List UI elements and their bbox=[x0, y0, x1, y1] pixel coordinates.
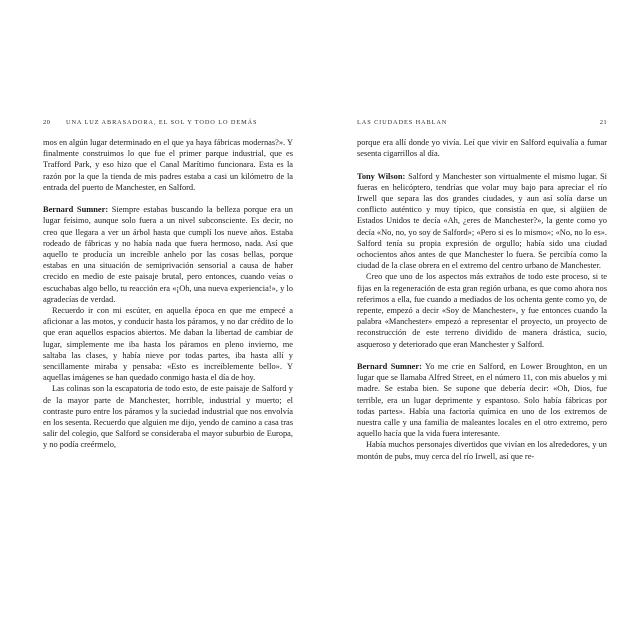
paragraph bbox=[357, 137, 607, 159]
paragraph bbox=[43, 137, 293, 193]
paragraph-text: mos en algún lugar determinado en el que ya haya fábricas modernas?». Y finalmente construimos lo que fue el primer parque industrial, que es Trafford Park, y eso hizo que el Canal Marítimo funcionara. Esta es la razón por la que la tienda de mis padres estaba a casi un kilómetro de la entrada del puerto de Manchester, en Salford. bbox=[43, 138, 293, 192]
left-running-head bbox=[43, 119, 293, 129]
paragraph-text: Las colinas son la escapatoria de todo esto, de este paisaje de Salford y de la mayor parte de Manchester, horrible, industrial y muerto; el contraste puro entre los páramos y la suciedad industrial que nos envolvía en los sesenta. Recuerdo que alguien me dijo, yendo de camino a casa tras salir del colegio, que Salford se consideraba el mayor suburbio de Europa, y no podía creérmelo, bbox=[43, 384, 293, 450]
right-page bbox=[357, 0, 607, 640]
left-page-text bbox=[43, 137, 293, 451]
paragraph-text: Yo me crie en Salford, en Lower Broughton, en un lugar que se llamaba Alfred Street, en el número 11, con mis abuelos y mi madre. Se estaba bien. Se supone que debería decir: «Oh, Dios, fue terrible, era un lugar deprimente y espantoso. Solo había fábricas por todas partes». Había una factoría química en uno de los extremos de nuestra calle y una familia de maleantes locales en el otro extremo, pero aquello hacía que la vida fuera interesante. bbox=[357, 362, 608, 439]
paragraph bbox=[357, 271, 607, 349]
right-running-head bbox=[357, 119, 607, 129]
right-running-title: LAS CIUDADES HABLAN bbox=[357, 119, 448, 126]
paragraph-text: Siempre estabas buscando la belleza porque era un lugar feísimo, aunque solo fuera a un nivel subconsciente. Es decir, no creo que llegara a ver un árbol hasta que cumplí los nueve años. Estaba rodeado de fábricas y no había nada que fuera hermoso, nada. Así que aquello te producía un increíble anhelo por las cosas bellas, porque estabas en una situación de semiprivación sensorial a causa de haber crecido en medio de este paisaje brutal, pero entonces, cuando veías o escuchabas algo bello, tu reacción era «¡Oh, una nueva experiencia!», y lo agradecías de verdad. bbox=[43, 205, 293, 304]
speaker-paragraph bbox=[357, 171, 607, 272]
paragraph-text: Recuerdo ir con mi escúter, en aquella época en que me empecé a aficionar a las motos, y conducir hasta los páramos, y no dar crédito de lo que eran aquellos espacios abiertos. Me daban la libertad de cambiar de lugar, simplemente me iba hasta los páramos en pleno invierno, me saltaba las clases, y había nieve por todas partes, iba hasta allí y sencillamente miraba y pensaba: «Esto es increíblemente bello». Y aquellas imágenes se han quedado conmigo hasta el día de hoy. bbox=[43, 306, 293, 383]
speaker-name: Bernard Sumner: bbox=[43, 205, 109, 215]
right-page-number: 21 bbox=[599, 119, 607, 126]
speaker-name: Bernard Sumner: bbox=[357, 362, 422, 372]
right-page-text bbox=[357, 137, 607, 462]
paragraph-text: Creo que uno de los aspectos más extraños de todo este proceso, si te fijas en la regeneración de esta gran región urbana, es que como ahora nos referimos a ella, fue cuando a mediados de los ochenta gente como yo, de repente, empezó a decir «Soy de Manchester», y fue entonces cuando la palabra «Manchester» empezó a representar el proyecto, un proyecto de reconstrucción de este terreno dividido de manera drástica, sucio, asqueroso y deteriorado que eran Manchester y Salford. bbox=[357, 272, 607, 349]
paragraph bbox=[43, 305, 293, 383]
paragraph-text: Había muchos personajes divertidos que vivían en los alrededores, y un montón de pubs, muy cerca del río Irwell, así que re- bbox=[357, 440, 607, 461]
paragraph bbox=[357, 439, 607, 461]
left-page-number: 20 bbox=[43, 119, 51, 126]
speaker-paragraph bbox=[43, 204, 293, 305]
left-running-title: UNA LUZ ABRASADORA, EL SOL Y TODO LO DEMÁS bbox=[66, 119, 258, 126]
left-page bbox=[43, 0, 293, 640]
paragraph-text: porque era allí donde yo vivía. Leí que vivir en Salford equivalía a fumar sesenta cigarrillos al día. bbox=[357, 138, 607, 159]
speaker-paragraph bbox=[357, 361, 607, 439]
speaker-name: Tony Wilson: bbox=[357, 171, 406, 181]
paragraph-text: Salford y Manchester son virtualmente el mismo lugar. Si fueras en helicóptero, tendrías que volar muy bajo para apreciar el río Irwell que separa las dos grandes ciudades, y aun así solía darse un conflicto auténtico y muy típico, que consistía en que, si algüien de Estados Unidos te decía «Ah, ¿eres de Manchester?», la gente como yo decía «No, no, yo soy de Salford»; «Pero si es lo mismo»; «No, no lo es». Salford tenía su propia expresión de orgullo; había sido una ciudad ochocientos años antes de que Manchester lo fuera. Se percibía como la ciudad de la clase obrera en el extremo del centro urbano de Manchester. bbox=[357, 171, 608, 271]
paragraph bbox=[43, 383, 293, 450]
